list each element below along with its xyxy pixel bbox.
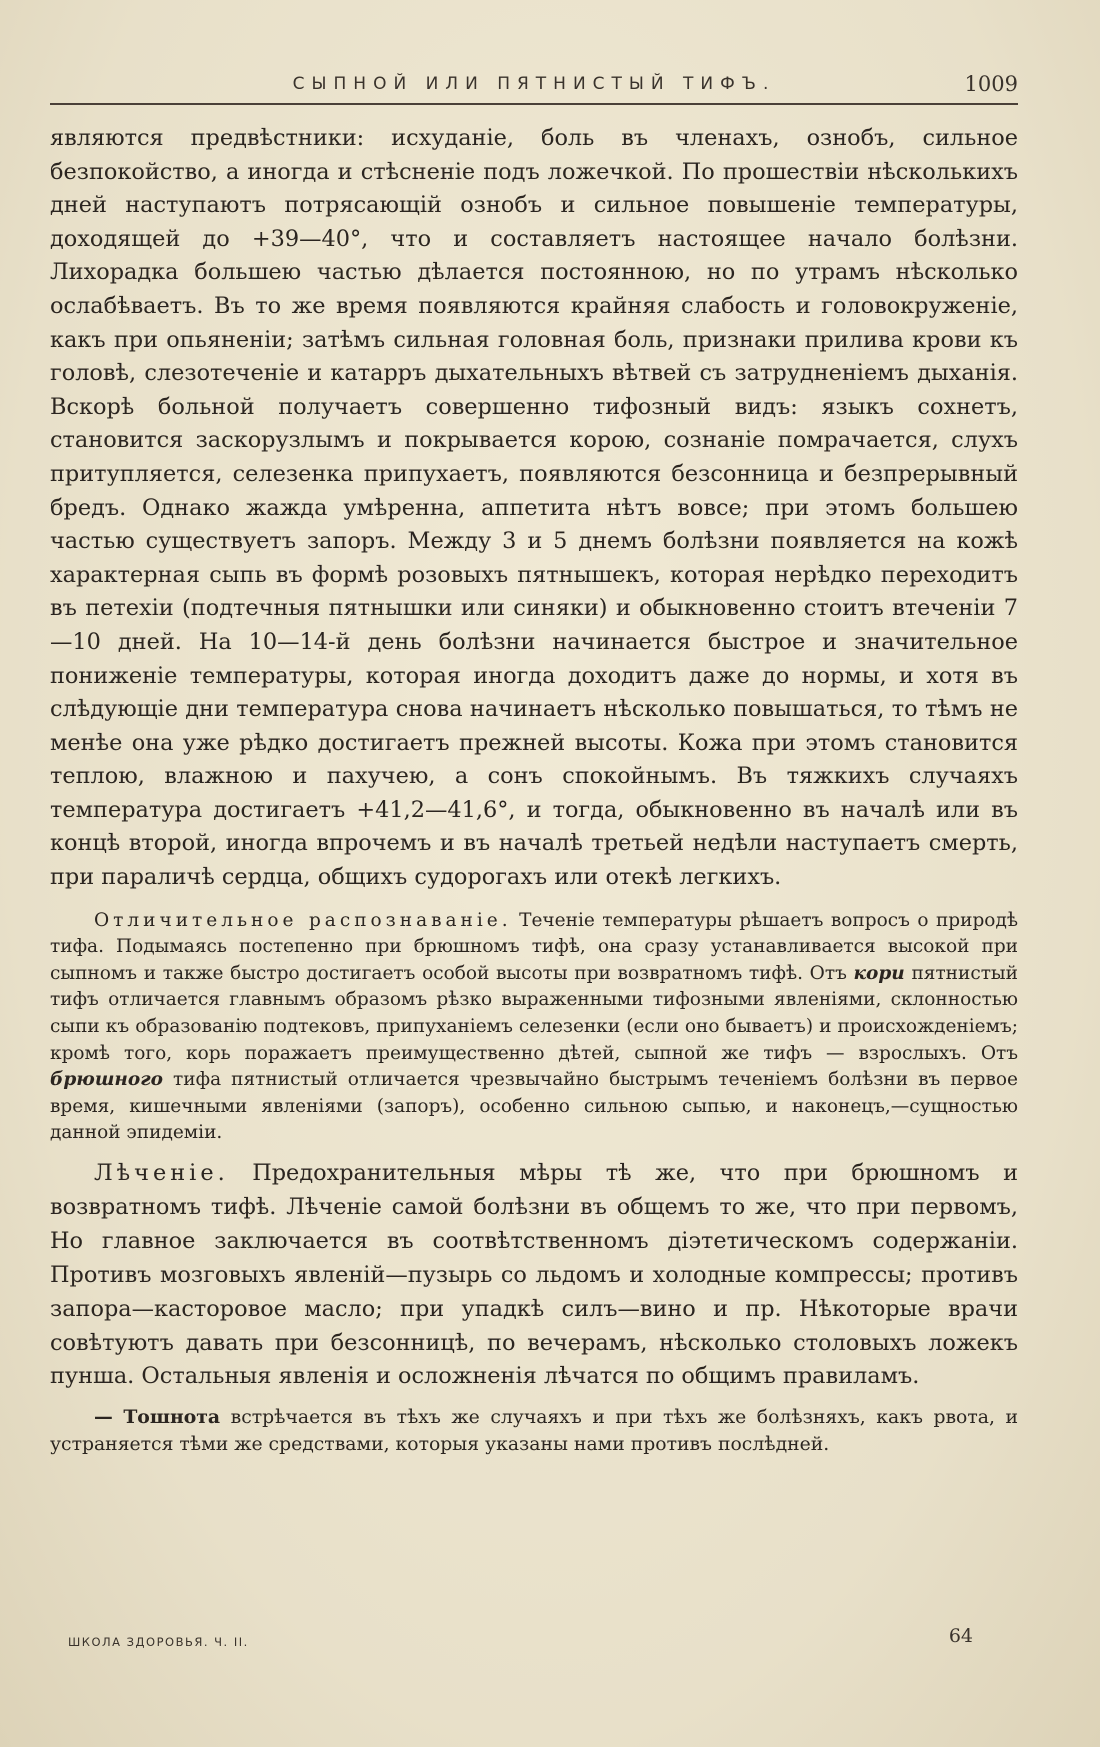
page-number: 1009 (964, 72, 1018, 96)
header-rule (50, 103, 1018, 105)
body-text (50, 122, 1018, 1459)
page-footer (50, 1625, 1018, 1655)
treatment-paragraph (50, 1157, 1018, 1394)
page-header (50, 72, 1018, 102)
nausea-heading: Тошнота (123, 1406, 221, 1429)
diagnosis-text-1: Теченіе температуры рѣшаетъ вопросъ о природѣ тифа. Подымаясь постепенно при брюшномъ тифѣ, она сразу устанавливается высокой при сыпномъ и также быстро достигаетъ особой высоты при возвратномъ тифѣ. Отъ (50, 909, 1018, 984)
running-title: СЫПНОЙ ИЛИ ПЯТНИСТЫЙ ТИФЪ. (292, 74, 776, 94)
treatment-heading: Лѣченіе. (94, 1160, 229, 1186)
diagnosis-text-3: тифа пятнистый отличается чрезвычайно быстрымъ теченіемъ болѣзни въ первое время, кишечными явленіями (запоръ), особенно сильною сыпью, и наконецъ,—сущностью данной эпидеміи. (50, 1069, 1018, 1144)
nausea-text: встрѣчается въ тѣхъ же случаяхъ и при тѣхъ же болѣзняхъ, какъ рвота, и устраняется тѣми же средствами, которыя указаны нами противъ послѣдней. (50, 1407, 1018, 1455)
final-dash: — (94, 1406, 113, 1429)
diagnosis-italic-2: брюшного (50, 1069, 163, 1091)
signature-mark: 64 (948, 1625, 973, 1647)
footer-book-title: ШКОЛА ЗДОРОВЬЯ. Ч. II. (68, 1635, 249, 1649)
main-paragraph: являются предвѣстники: исхуданіе, боль въ членахъ, ознобъ, сильное безпокойство, а иногда и стѣсненіе подъ ложечкой. По прошествіи нѣсколькихъ дней наступаютъ потрясающій ознобъ и сильное повышеніе температуры, доходящей до +39—40°, что и составляетъ настоящее начало болѣзни. Лихорадка большею частью дѣлается постоянною, но по утрамъ нѣсколько ослабѣваетъ. Въ то же время появляются крайняя слабость и головокруженіе, какъ при опьяненіи; затѣмъ сильная головная боль, признаки прилива крови къ головѣ, слезотеченіе и катарръ дыхательныхъ вѣтвей съ затрудненіемъ дыханія. Вскорѣ больной получаетъ совершенно тифозный видъ: языкъ сохнетъ, становится заскорузлымъ и покрывается корою, сознаніе помрачается, слухъ притупляется, селезенка припухаетъ, появляются безсонница и безпрерывный бредъ. Однако жажда умѣренна, аппетита нѣтъ вовсе; при этомъ большею частью существуетъ запоръ. Между 3 и 5 днемъ болѣзни появляется на кожѣ характерная сыпь въ формѣ розовыхъ пятнышекъ, которая нерѣдко переходитъ въ петехіи (подтечныя пятнышки или синяки) и обыкновенно стоитъ втеченіи 7—10 дней. На 10—14-й день болѣзни начинается быстрое и значительное пониженіе температуры, которая иногда доходитъ даже до нормы, и хотя въ слѣдующіе дни температура снова начинаетъ нѣсколько повышаться, то тѣмъ не менѣе она уже рѣдко достигаетъ прежней высоты. Кожа при этомъ становится теплою, влажною и пахучею, а сонъ спокойнымъ. Въ тяжкихъ случаяхъ температура достигаетъ +41,2—41,6°, и тогда, обыкновенно въ началѣ или въ концѣ второй, иногда впрочемъ и въ началѣ третьей недѣли наступаетъ смерть, при параличѣ сердца, общихъ судорогахъ или отекѣ легкихъ. (50, 125, 1018, 891)
nausea-paragraph (50, 1404, 1018, 1458)
diagnosis-heading: Отличительное распознаваніе. (94, 909, 512, 931)
diagnosis-italic-1: кори (853, 962, 905, 984)
diagnosis-paragraph (50, 908, 1018, 1147)
diagnosis-text-2: пятнистый тифъ отличается главнымъ образомъ рѣзко выраженными тифозными явленіями, склонностью сыпи къ образованію подтековъ, припуханіемъ селезенки (если оно бываетъ) и происхожденіемъ; кромѣ того, корь поражаетъ преимущественно дѣтей, сыпной же тифъ — взрослыхъ. Отъ (50, 962, 1018, 1064)
treatment-text: Предохранительныя мѣры тѣ же, что при брюшномъ и возвратномъ тифѣ. Лѣченіе самой болѣзни въ общемъ то же, что при первомъ, Но главное заключается въ соотвѣтственномъ діэтетическомъ содержаніи. Противъ мозговыхъ явленій—пузырь со льдомъ и холодные компрессы; противъ запора—касторовое масло; при упадкѣ силъ—вино и пр. Нѣкоторые врачи совѣтуютъ давать при безсонницѣ, по вечерамъ, нѣсколько столовыхъ ложекъ пунша. Остальныя явленія и осложненія лѣчатся по общимъ правиламъ. (50, 1160, 1018, 1390)
